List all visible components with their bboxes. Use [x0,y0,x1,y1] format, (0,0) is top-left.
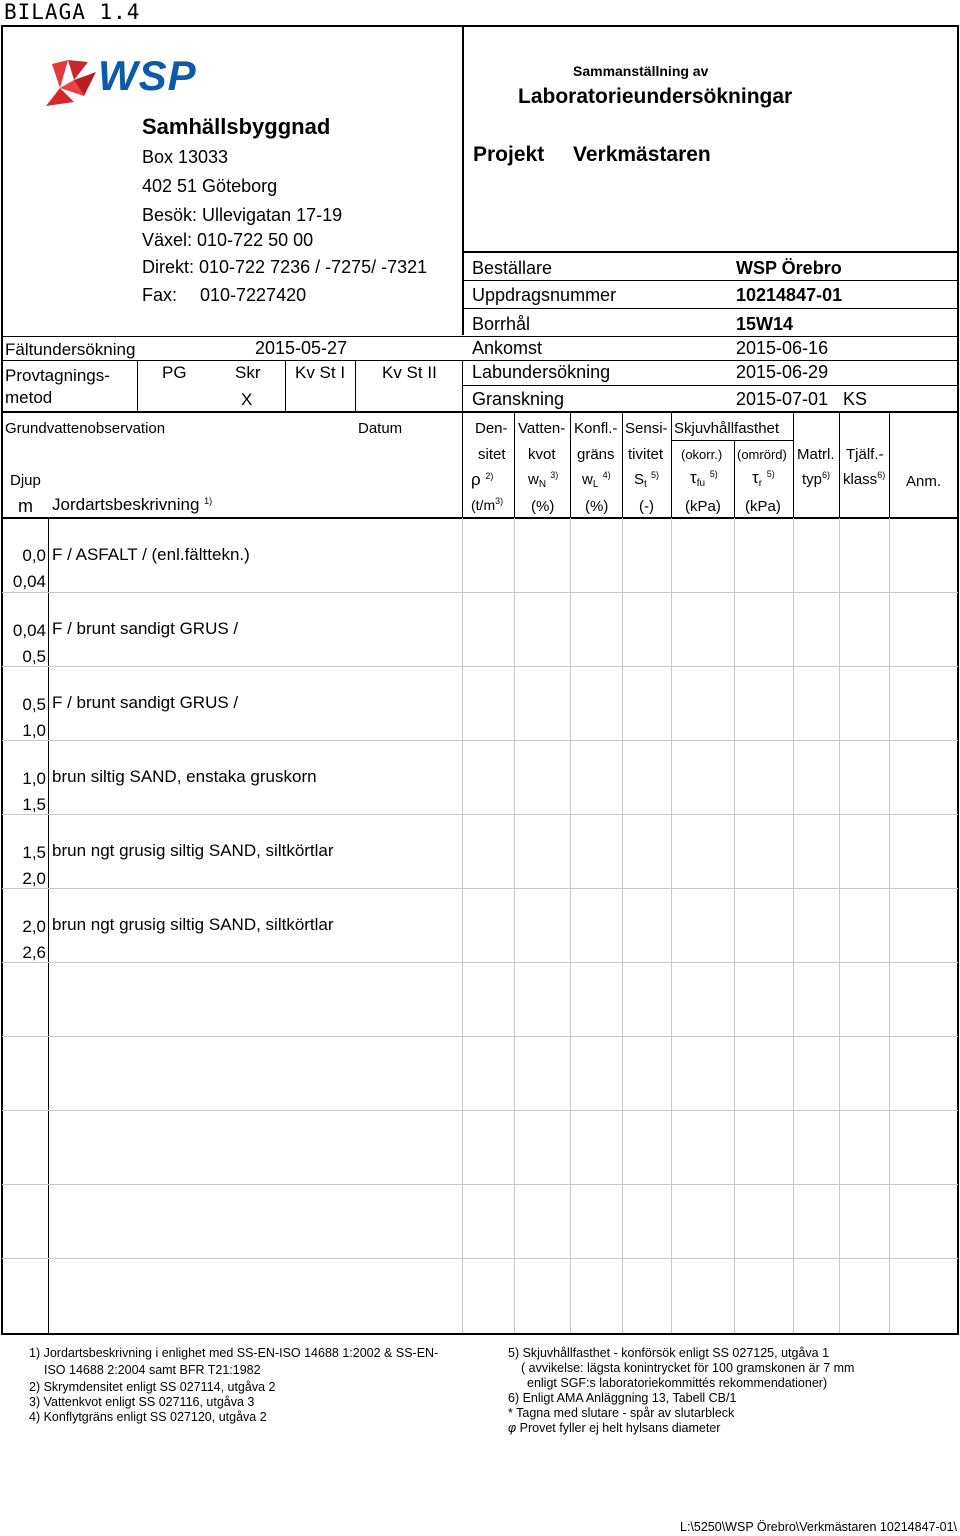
row-1-from: 0,0 [22,546,46,565]
row-4-to: 1,5 [22,795,46,814]
method-selected-mark: X [241,390,253,409]
file-path: L:\5250\WSP Örebro\Verkmästaren 10214847-01\ [680,1520,958,1534]
method-skr: Skr [235,363,261,382]
grundvatten-label: Grundvattenobservation [5,420,166,437]
col-tjalf-1: Tjälf.- [846,446,884,463]
granskning-sign: KS [843,389,868,409]
row-5-desc: brun ngt grusig siltig SAND, siltkörtlar [52,841,334,860]
col-matrl-2: typ$^{6)}$ [802,470,831,488]
method-kv-st-1: Kv St I [295,363,346,382]
granskning-label: Granskning [472,389,565,409]
grid-line [2,592,958,593]
provtagning-label-1: Provtagnings- [5,366,110,385]
row-1-desc: F / ASFALT / (enl.fälttekn.) [52,545,250,564]
note-right-2: ( avvikelse: lägsta konintrycket för 100 gramskonen är 7 mm [521,1361,855,1375]
grid-line [671,411,672,518]
labundersokning-value: 2015-06-29 [736,362,829,382]
col-kpa-2: (kPa) [745,498,781,515]
col-sens-2: tivitet [628,446,664,463]
row-2-desc: F / brunt sandigt GRUS / [52,619,239,638]
phi-icon: φ [508,1421,517,1435]
grid-line [1,25,3,1334]
address-line-5: Direkt: 010-722 7236 / -7275/ -7321 [142,257,428,277]
grid-line [2,1258,958,1259]
col-konfl-unit: (%) [585,498,609,515]
grid-line [462,280,958,281]
uppdrag-label: Uppdragsnummer [472,285,617,305]
row-1-to: 0,04 [12,572,46,591]
col-djup: Djup [10,472,41,489]
grid-line [2,1110,958,1111]
note-right-5: * Tagna med slutare - spår av slutarbleck [508,1406,735,1420]
grid-line [793,411,794,518]
note-left-3: 2) Skrymdensitet enligt SS 027114, utgåva 2 [29,1380,276,1394]
note-left-5: 4) Konflytgräns enligt SS 027120, utgåva 2 [29,1410,267,1424]
col-matrl-1: Matrl. [797,446,835,463]
grid-line [622,411,623,518]
grid-line [2,814,958,815]
row-6-desc: brun ngt grusig siltig SAND, siltkörtlar [52,915,334,934]
row-6-to: 2,6 [22,943,46,962]
row-3-to: 1,0 [22,721,46,740]
page-label: BILAGA 1.4 [4,0,141,24]
col-konfl-1: Konfl.- [574,420,618,437]
grid-line [355,360,356,411]
grid-line [2,411,958,413]
report-subtitle: Sammanställning av [573,63,709,79]
grid-line [2,360,958,361]
col-vat-unit: (%) [531,498,555,515]
grid-line [570,518,571,1333]
grid-line [2,740,958,741]
granskning-value: 2015-07-01 [736,389,829,409]
borrhal-label: Borrhål [472,314,531,334]
col-tau-r: $\tau_r$ $^{5)}$ [752,468,775,489]
grid-line [793,518,794,1333]
col-konfl-2: gräns [577,446,615,463]
col-anm: Anm. [906,473,942,490]
method-pg: PG [162,363,187,382]
grid-line [48,518,49,1333]
row-4-from: 1,0 [22,769,46,788]
col-jordarts: Jordartsbeskrivning $^{1)}$ [52,495,213,514]
col-okorr: (okorr.) [681,447,723,462]
address-line-1: Box 13033 [142,147,229,167]
grid-line [285,360,286,411]
grid-line [734,518,735,1333]
faltundersokning-date: 2015-05-27 [255,338,348,358]
faltundersokning-label: Fältundersökning [5,340,136,359]
grid-line [889,411,890,518]
grid-line [2,666,958,667]
row-4-desc: brun siltig SAND, enstaka gruskorn [52,767,317,786]
col-sens-1: Sensi- [625,420,668,437]
grid-line [1,25,959,27]
note-right-6: φ Provet fyller ej helt hylsans diameter [508,1421,721,1435]
col-vat-2: kvot [528,446,556,463]
wsp-logo-icon [44,58,100,110]
provtagning-label-2: metod [5,388,53,407]
col-den-1: Den- [475,420,508,437]
col-sens-symbol: $S_t$ $^{5)}$ [634,470,659,490]
grid-line [2,888,958,889]
grid-line [137,360,138,411]
borrhal-value: 15W14 [736,314,794,334]
grid-line [839,411,840,518]
grid-line [462,385,958,386]
grid-line [2,962,958,963]
grid-line [570,411,571,518]
labundersokning-label: Labundersökning [472,362,611,382]
col-sens-unit: (-) [639,498,654,515]
row-5-from: 1,5 [22,843,46,862]
col-den-unit: ($t/m^{3)}$ [471,496,504,513]
row-2-from: 0,04 [12,621,46,640]
grid-line [957,25,959,1334]
col-m: m [18,496,33,516]
grid-line [462,251,958,253]
company-division: Samhällsbyggnad [142,114,331,139]
method-kv-st-2: Kv St II [382,363,437,382]
grid-line [622,518,623,1333]
grid-line [734,440,735,518]
grid-line [671,518,672,1333]
grid-line [1,1333,959,1335]
address-line-3: Besök: Ullevigatan 17-19 [142,205,343,225]
grid-line [514,518,515,1333]
note-left-1: 1) Jordartsbeskrivning i enlighet med SS-EN-ISO 14688 1:2002 & SS-EN- [29,1346,439,1360]
grid-line [2,1184,958,1185]
grid-line [2,1036,958,1037]
datum-label: Datum [358,420,403,437]
note-left-4: 3) Vattenkvot enligt SS 027116, utgåva 3 [29,1395,255,1409]
fax-value: 010-7227420 [200,285,307,305]
col-skjuv: Skjuvhållfasthet [674,420,780,437]
col-tau-fu: $\tau_{fu}$ $^{5)}$ [690,468,718,489]
grid-line [2,336,958,337]
row-3-desc: F / brunt sandigt GRUS / [52,693,239,712]
col-tjalf-2: klass$^{6)}$ [843,470,886,488]
col-den-2: sitet [478,446,506,463]
col-den-symbol: ρ $^{2)}$ [471,470,494,489]
grid-line [462,411,463,518]
note-right-4: 6) Enligt AMA Anläggning 13, Tabell CB/1 [508,1391,737,1405]
note-right-3: enligt SGF:s laboratoriekommittés rekommendationer) [527,1376,828,1390]
grid-line [462,518,463,1333]
grid-line [2,517,958,519]
wsp-logo-text: WSP [98,52,197,99]
project-name: Verkmästaren [573,143,711,166]
note-left-2: ISO 14688 2:2004 samt BFR T21:1982 [44,1363,261,1377]
ankomst-value: 2015-06-16 [736,338,829,358]
col-omrord: (omrörd) [737,447,787,462]
bestallare-value: WSP Örebro [736,258,842,278]
row-2-to: 0,5 [22,647,46,666]
grid-line [671,440,793,441]
col-vat-symbol: $w_N$ $^{3)}$ [528,470,559,490]
grid-line [462,308,958,309]
row-6-from: 2,0 [22,917,46,936]
note-right-1: 5) Skjuvhållfasthet - konförsök enligt SS 027125, utgåva 1 [508,1346,830,1360]
project-label: Projekt [473,143,545,166]
fax-label: Fax: [142,285,178,305]
header-divider [462,25,464,335]
grid-line [839,518,840,1333]
col-vat-1: Vatten- [518,420,566,437]
report-title: Laboratorieundersökningar [518,85,793,108]
grid-line [889,518,890,1333]
row-5-to: 2,0 [22,869,46,888]
bestallare-label: Beställare [472,258,553,278]
grid-line [514,411,515,518]
uppdrag-value: 10214847-01 [736,285,843,305]
address-line-4: Växel: 010-722 50 00 [142,230,314,250]
col-konfl-symbol: $w_L$ $^{4)}$ [582,470,611,490]
address-line-2: 402 51 Göteborg [142,176,278,196]
grid-line [462,360,463,411]
row-3-from: 0,5 [22,695,46,714]
ankomst-label: Ankomst [472,338,543,358]
col-kpa-1: (kPa) [685,498,721,515]
